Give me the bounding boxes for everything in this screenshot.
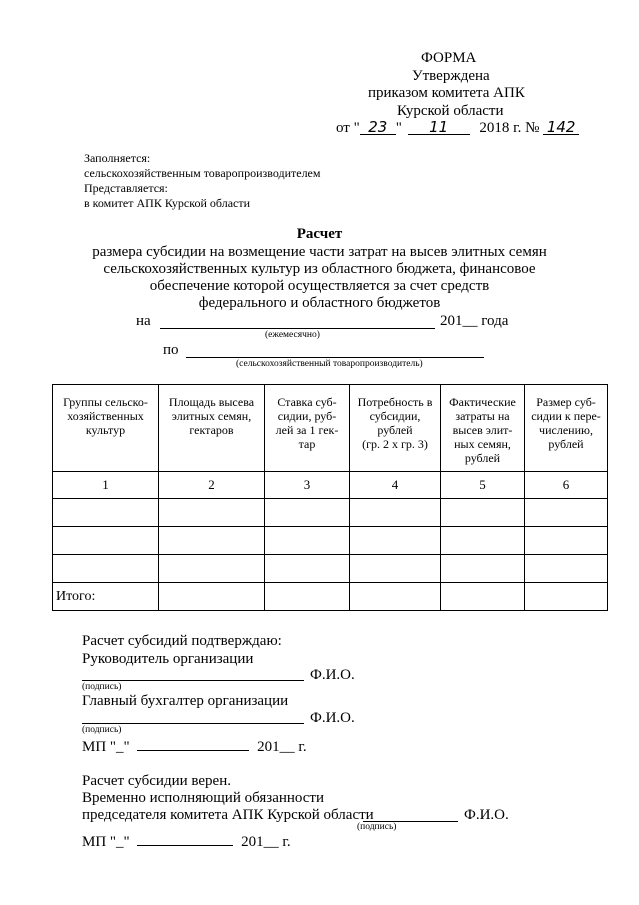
column-numbers-row	[53, 472, 608, 499]
fill-label: Заполняется:	[84, 151, 151, 165]
table-cell	[265, 499, 350, 527]
table-cell	[441, 555, 525, 583]
table-header-row	[53, 385, 608, 472]
column-header-line: элитных семян,	[171, 409, 252, 423]
total-cell	[441, 583, 525, 611]
total-row	[53, 583, 608, 611]
table-cell	[53, 555, 159, 583]
column-header-line: субсидии,	[369, 409, 421, 423]
column-header-4	[350, 385, 441, 472]
verify-year: 201__ г.	[241, 834, 291, 850]
description-line-2: сельскохозяйственных культур из областного бюджета, финансовое	[103, 261, 536, 277]
total-cell	[350, 583, 441, 611]
column-header-line: Группы сельско-	[63, 395, 148, 409]
column-header-line: (гр. 2 х гр. 3)	[362, 437, 428, 451]
column-header-line: тар	[298, 437, 316, 451]
chief-accountant-label: Главный бухгалтер организации	[82, 693, 289, 709]
column-header-6	[525, 385, 608, 472]
order-label: приказом комитета АПК	[368, 85, 525, 101]
description-line-3: обеспечение которой осуществляется за счет средств	[149, 278, 490, 294]
producer-underline	[186, 357, 484, 358]
column-header-line: затраты на	[455, 409, 510, 423]
producer-caption: (сельскохозяйственный товаропроизводитель)	[236, 359, 423, 369]
document-title: Расчет	[296, 226, 343, 242]
head-fio: Ф.И.О.	[310, 667, 355, 683]
date-prefix: от "	[336, 120, 360, 136]
confirm-year: 201__ г.	[257, 739, 307, 755]
confirm-stamp-date	[82, 738, 307, 756]
table-cell	[525, 555, 608, 583]
table-cell	[159, 555, 265, 583]
table-cell	[265, 555, 350, 583]
total-label: Итого:	[53, 583, 159, 611]
form-label: ФОРМА	[421, 50, 477, 66]
acting-label: Временно исполняющий обязанности	[82, 790, 325, 806]
accountant-signature-caption: (подпись)	[82, 725, 122, 735]
column-header-1	[53, 385, 159, 472]
table-row	[53, 527, 608, 555]
confirm-mp: МП "_"	[82, 739, 130, 755]
order-date-line	[336, 120, 579, 137]
column-number: 1	[53, 472, 159, 499]
table-cell	[350, 555, 441, 583]
column-header-5	[441, 385, 525, 472]
table-cell	[441, 527, 525, 555]
column-header-line: хозяйственных	[67, 409, 144, 423]
table-row	[53, 499, 608, 527]
producer-prefix: по	[163, 342, 179, 358]
total-cell	[525, 583, 608, 611]
column-header-line: Площадь высева	[168, 395, 255, 409]
table-cell	[53, 527, 159, 555]
column-header-line: гектаров	[189, 423, 234, 437]
period-underline	[160, 328, 435, 329]
confirm-heading: Расчет субсидий подтверждаю:	[82, 633, 282, 649]
table-cell	[525, 499, 608, 527]
column-header-line: Ставка суб-	[277, 395, 337, 409]
column-header-line: Фактические	[449, 395, 516, 409]
chairman-signature-caption: (подпись)	[357, 822, 397, 832]
description-line-4: федерального и областного бюджетов	[198, 295, 441, 311]
column-number: 6	[525, 472, 608, 499]
column-header-line: рублей	[548, 437, 584, 451]
order-month: 11	[408, 120, 470, 135]
total-cell	[265, 583, 350, 611]
verify-heading: Расчет субсидии верен.	[82, 773, 231, 789]
period-year: 201__ года	[440, 313, 509, 329]
head-of-org-label: Руководитель организации	[82, 651, 254, 667]
column-number: 5	[441, 472, 525, 499]
column-header-line: сидии, руб-	[277, 409, 337, 423]
table-cell	[159, 527, 265, 555]
column-header-line: рублей	[377, 423, 413, 437]
accountant-fio: Ф.И.О.	[310, 710, 355, 726]
submit-target: в комитет АПК Курской области	[84, 196, 251, 210]
column-header-line: рублей	[464, 451, 501, 465]
table-row	[53, 555, 608, 583]
period-caption: (ежемесячно)	[265, 330, 320, 340]
table-cell	[159, 499, 265, 527]
order-year: 2018 г. №	[479, 120, 540, 136]
table-cell	[350, 499, 441, 527]
date-quote: "	[395, 120, 402, 136]
table-cell	[350, 527, 441, 555]
order-number: 142	[543, 120, 579, 135]
submit-label: Представляется:	[84, 181, 168, 195]
column-header-2	[159, 385, 265, 472]
column-header-line: Размер суб-	[536, 395, 596, 409]
chairman-fio: Ф.И.О.	[464, 807, 509, 823]
fill-producer: сельскохозяйственным товаропроизводителем	[84, 166, 321, 180]
column-header-line: культур	[85, 423, 126, 437]
column-header-line: высев элит-	[452, 423, 513, 437]
description-line-1: размера субсидии на возмещение части затрат на высев элитных семян	[92, 244, 547, 260]
chairman-label: председателя комитета АПК Курской области	[82, 807, 374, 823]
confirm-date-line	[137, 750, 249, 751]
total-cell	[159, 583, 265, 611]
order-day: 23	[360, 120, 396, 135]
table-cell	[53, 499, 159, 527]
head-signature-caption: (подпись)	[82, 682, 122, 692]
verify-mp: МП "_"	[82, 834, 130, 850]
column-header-line: сидии к пере-	[531, 409, 601, 423]
column-header-line: ных семян,	[454, 437, 511, 451]
verify-date-line	[137, 845, 233, 846]
table-cell	[525, 527, 608, 555]
column-header-line: числению,	[539, 423, 593, 437]
column-header-3	[265, 385, 350, 472]
column-number: 3	[265, 472, 350, 499]
period-prefix: на	[136, 313, 151, 329]
region-label: Курской области	[397, 103, 504, 119]
subsidy-table	[52, 384, 608, 611]
accountant-signature-line	[82, 723, 304, 724]
head-signature-line	[82, 680, 304, 681]
verify-stamp-date	[82, 833, 291, 851]
table-cell	[265, 527, 350, 555]
column-number: 2	[159, 472, 265, 499]
column-header-line: Потребность в	[357, 395, 433, 409]
approved-label: Утверждена	[412, 68, 490, 84]
column-header-line: лей за 1 гек-	[275, 423, 339, 437]
column-number: 4	[350, 472, 441, 499]
table-cell	[441, 499, 525, 527]
